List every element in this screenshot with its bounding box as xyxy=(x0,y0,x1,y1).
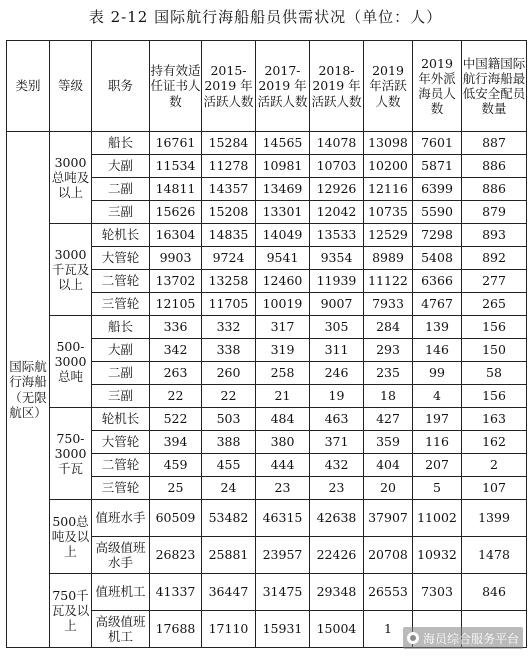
value-cell: 332 xyxy=(202,316,256,339)
watermark xyxy=(403,627,523,649)
value-cell: 1399 xyxy=(462,500,527,537)
table-row xyxy=(7,316,527,339)
value-cell: 7298 xyxy=(413,224,462,247)
value-cell: 319 xyxy=(256,339,310,362)
value-cell: 22 xyxy=(150,385,202,408)
value-cell: 23 xyxy=(310,477,364,500)
value-cell: 293 xyxy=(364,339,413,362)
value-cell: 13301 xyxy=(256,201,310,224)
value-cell: 21 xyxy=(256,385,310,408)
value-cell: 338 xyxy=(202,339,256,362)
value-cell: 150 xyxy=(462,339,527,362)
grade-cell: 500-3000总吨 xyxy=(50,316,92,408)
value-cell: 13469 xyxy=(256,178,310,201)
table-row xyxy=(7,574,527,611)
value-cell: 394 xyxy=(150,431,202,454)
job-cell: 值班水手 xyxy=(92,500,150,537)
grade-cell: 750-3000千瓦 xyxy=(50,408,92,500)
value-cell: 15284 xyxy=(202,132,256,155)
value-cell: 156 xyxy=(462,385,527,408)
value-cell: 892 xyxy=(462,247,527,270)
value-cell: 18 xyxy=(364,385,413,408)
value-cell: 10019 xyxy=(256,293,310,316)
value-cell: 2 xyxy=(462,454,527,477)
header-cell: 类别 xyxy=(7,41,50,132)
value-cell: 484 xyxy=(256,408,310,431)
value-cell: 12116 xyxy=(364,178,413,201)
value-cell: 14078 xyxy=(310,132,364,155)
value-cell: 1478 xyxy=(462,537,527,574)
value-cell: 317 xyxy=(256,316,310,339)
value-cell: 7303 xyxy=(413,574,462,611)
value-cell: 277 xyxy=(462,270,527,293)
value-cell: 311 xyxy=(310,339,364,362)
value-cell: 162 xyxy=(462,431,527,454)
value-cell: 246 xyxy=(310,362,364,385)
header-cell: 2019 年活跃人数 xyxy=(364,41,413,132)
value-cell: 29348 xyxy=(310,574,364,611)
value-cell: 503 xyxy=(202,408,256,431)
value-cell: 107 xyxy=(462,477,527,500)
value-cell: 5590 xyxy=(413,201,462,224)
value-cell: 12529 xyxy=(364,224,413,247)
value-cell: 60509 xyxy=(150,500,202,537)
value-cell: 156 xyxy=(462,316,527,339)
value-cell: 336 xyxy=(150,316,202,339)
wechat-icon xyxy=(407,632,419,644)
value-cell: 12042 xyxy=(310,201,364,224)
value-cell: 886 xyxy=(462,155,527,178)
value-cell: 139 xyxy=(413,316,462,339)
value-cell: 36447 xyxy=(202,574,256,611)
value-cell: 11278 xyxy=(202,155,256,178)
header-cell: 2019 年外派海员人数 xyxy=(413,41,462,132)
job-cell: 二副 xyxy=(92,362,150,385)
value-cell: 24 xyxy=(202,477,256,500)
value-cell: 25 xyxy=(150,477,202,500)
value-cell: 9724 xyxy=(202,247,256,270)
value-cell: 13258 xyxy=(202,270,256,293)
value-cell: 9007 xyxy=(310,293,364,316)
value-cell: 22426 xyxy=(310,537,364,574)
watermark-text: 海员综合服务平台 xyxy=(422,631,519,646)
value-cell: 10200 xyxy=(364,155,413,178)
value-cell: 455 xyxy=(202,454,256,477)
value-cell: 284 xyxy=(364,316,413,339)
header-row xyxy=(7,41,527,132)
value-cell: 13098 xyxy=(364,132,413,155)
value-cell: 207 xyxy=(413,454,462,477)
value-cell: 11122 xyxy=(364,270,413,293)
job-cell: 三管轮 xyxy=(92,477,150,500)
header-cell: 2017-2019 年活跃人数 xyxy=(256,41,310,132)
value-cell: 53482 xyxy=(202,500,256,537)
header-cell: 持有效适任证书人数 xyxy=(150,41,202,132)
value-cell: 359 xyxy=(364,431,413,454)
value-cell: 14565 xyxy=(256,132,310,155)
value-cell: 15004 xyxy=(310,611,364,648)
value-cell: 20708 xyxy=(364,537,413,574)
value-cell: 305 xyxy=(310,316,364,339)
value-cell: 10735 xyxy=(364,201,413,224)
table-row xyxy=(7,500,527,537)
category-cell: 国际航行海船（无限航区） xyxy=(7,132,50,648)
header-cell: 中国籍国际航行海船最低安全配员数量 xyxy=(462,41,527,132)
table-caption: 表 2-12 国际航行海船船员供需状况（单位：人） xyxy=(88,8,443,26)
job-cell: 高级值班机工 xyxy=(92,611,150,648)
value-cell: 6366 xyxy=(413,270,462,293)
value-cell: 26553 xyxy=(364,574,413,611)
value-cell: 427 xyxy=(364,408,413,431)
value-cell: 342 xyxy=(150,339,202,362)
value-cell: 879 xyxy=(462,201,527,224)
value-cell: 444 xyxy=(256,454,310,477)
value-cell: 23 xyxy=(256,477,310,500)
job-cell: 二管轮 xyxy=(92,270,150,293)
job-cell: 二管轮 xyxy=(92,454,150,477)
value-cell: 5408 xyxy=(413,247,462,270)
value-cell: 9903 xyxy=(150,247,202,270)
job-cell: 轮机长 xyxy=(92,224,150,247)
value-cell: 893 xyxy=(462,224,527,247)
grade-cell: 500总吨及以上 xyxy=(50,500,92,574)
value-cell: 10932 xyxy=(413,537,462,574)
value-cell: 371 xyxy=(310,431,364,454)
value-cell: 380 xyxy=(256,431,310,454)
job-cell: 大管轮 xyxy=(92,247,150,270)
grade-cell: 3000千瓦及以上 xyxy=(50,224,92,316)
value-cell: 25881 xyxy=(202,537,256,574)
value-cell: 13702 xyxy=(150,270,202,293)
job-cell: 三副 xyxy=(92,201,150,224)
value-cell: 10981 xyxy=(256,155,310,178)
crew-supply-table xyxy=(6,40,527,648)
value-cell: 459 xyxy=(150,454,202,477)
value-cell: 9354 xyxy=(310,247,364,270)
job-cell: 值班机工 xyxy=(92,574,150,611)
value-cell: 22 xyxy=(202,385,256,408)
header-cell: 2018-2019 年活跃人数 xyxy=(310,41,364,132)
grade-cell: 3000总吨及以上 xyxy=(50,132,92,224)
value-cell: 197 xyxy=(413,408,462,431)
value-cell: 58 xyxy=(462,362,527,385)
value-cell: 13533 xyxy=(310,224,364,247)
header-cell: 等级 xyxy=(50,41,92,132)
value-cell: 17688 xyxy=(150,611,202,648)
value-cell: 46315 xyxy=(256,500,310,537)
value-cell: 265 xyxy=(462,293,527,316)
value-cell: 19 xyxy=(310,385,364,408)
job-cell: 船长 xyxy=(92,316,150,339)
value-cell: 163 xyxy=(462,408,527,431)
job-cell: 高级值班水手 xyxy=(92,537,150,574)
value-cell: 5 xyxy=(413,477,462,500)
value-cell: 16304 xyxy=(150,224,202,247)
value-cell: 17110 xyxy=(202,611,256,648)
value-cell: 11705 xyxy=(202,293,256,316)
header-cell: 2015-2019 年活跃人数 xyxy=(202,41,256,132)
value-cell: 4767 xyxy=(413,293,462,316)
value-cell: 14049 xyxy=(256,224,310,247)
value-cell: 20 xyxy=(364,477,413,500)
job-cell: 大副 xyxy=(92,339,150,362)
table-row xyxy=(7,224,527,247)
header-cell: 职务 xyxy=(92,41,150,132)
value-cell: 846 xyxy=(462,574,527,611)
value-cell: 42638 xyxy=(310,500,364,537)
value-cell: 432 xyxy=(310,454,364,477)
job-cell: 轮机长 xyxy=(92,408,150,431)
value-cell: 14811 xyxy=(150,178,202,201)
table-row xyxy=(7,132,527,155)
value-cell: 99 xyxy=(413,362,462,385)
value-cell: 37907 xyxy=(364,500,413,537)
value-cell: 15931 xyxy=(256,611,310,648)
value-cell: 23957 xyxy=(256,537,310,574)
value-cell: 886 xyxy=(462,178,527,201)
job-cell: 三副 xyxy=(92,385,150,408)
value-cell: 463 xyxy=(310,408,364,431)
value-cell: 14835 xyxy=(202,224,256,247)
value-cell: 263 xyxy=(150,362,202,385)
value-cell: 11534 xyxy=(150,155,202,178)
value-cell: 258 xyxy=(256,362,310,385)
value-cell: 8989 xyxy=(364,247,413,270)
value-cell: 1 xyxy=(364,611,413,648)
value-cell: 15626 xyxy=(150,201,202,224)
value-cell: 12926 xyxy=(310,178,364,201)
value-cell: 14357 xyxy=(202,178,256,201)
value-cell: 116 xyxy=(413,431,462,454)
value-cell: 10703 xyxy=(310,155,364,178)
value-cell: 11939 xyxy=(310,270,364,293)
value-cell: 146 xyxy=(413,339,462,362)
value-cell: 9541 xyxy=(256,247,310,270)
value-cell: 887 xyxy=(462,132,527,155)
value-cell: 16761 xyxy=(150,132,202,155)
job-cell: 三管轮 xyxy=(92,293,150,316)
value-cell: 15208 xyxy=(202,201,256,224)
value-cell: 6399 xyxy=(413,178,462,201)
value-cell: 26823 xyxy=(150,537,202,574)
table-row xyxy=(7,408,527,431)
value-cell: 7933 xyxy=(364,293,413,316)
grade-cell: 750千瓦及以上 xyxy=(50,574,92,648)
value-cell: 4 xyxy=(413,385,462,408)
value-cell: 260 xyxy=(202,362,256,385)
value-cell: 5871 xyxy=(413,155,462,178)
value-cell: 388 xyxy=(202,431,256,454)
value-cell: 404 xyxy=(364,454,413,477)
value-cell: 522 xyxy=(150,408,202,431)
value-cell: 11002 xyxy=(413,500,462,537)
value-cell: 12460 xyxy=(256,270,310,293)
value-cell: 31475 xyxy=(256,574,310,611)
value-cell: 235 xyxy=(364,362,413,385)
value-cell: 7601 xyxy=(413,132,462,155)
job-cell: 二副 xyxy=(92,178,150,201)
value-cell: 41337 xyxy=(150,574,202,611)
value-cell: 12105 xyxy=(150,293,202,316)
job-cell: 大副 xyxy=(92,155,150,178)
job-cell: 船长 xyxy=(92,132,150,155)
job-cell: 大管轮 xyxy=(92,431,150,454)
